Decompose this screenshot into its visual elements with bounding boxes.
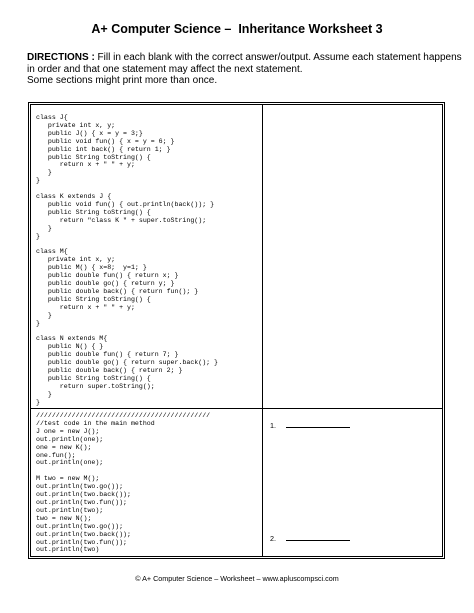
answer-number: 2. — [270, 534, 276, 543]
answer-line — [286, 421, 350, 428]
class-definitions-code: class J{ private int x, y; public J() { x = y = 3;} public void fun() { x = y = 6; } public int back() { return 1; } public String toString() { return x + " " + y; } } class K extends J { public void fun() { out.println(back()); } public String toString() { return "class K " + super.toString(); } } class M{ private int x, y; public M() { x=8; y=1; } public double fun() { return x; } public double go() { return y; } public double back() { return fun(); } public String toString() { return x + " " + y; } } class N extends M{ public N() { } public double fun() { return 7; } public double go() { return super.back(); } public double back() { return 2; } public String toString() { return super.toString(); } } — [36, 114, 219, 406]
footer: © A+ Computer Science – Worksheet – www.apluscompsci.com — [135, 574, 339, 583]
directions-line-2: in order and that one statement may affect the next statement. — [27, 63, 303, 75]
answer-number: 1. — [270, 421, 276, 430]
test-code: //////////////////////////////////////////// //test code in the main method J one = new J(); out.println(one); one = new K(); one.fun(); out.println(one); M two = new M(); out.println(two.go()); out.println(two.back()); out.println(two.fun()); out.println(two); two = new N(); out.println(two.go()); out.println(two.back()); out.println(two.fun()); out.println(two) — [36, 412, 211, 554]
directions-line-3: Some sections might print more than once. — [27, 75, 218, 86]
answer-line — [286, 534, 350, 541]
worksheet-title: A+ Computer Science – Inheritance Worksheet 3 — [91, 22, 383, 36]
directions-label: DIRECTIONS : — [27, 52, 95, 63]
answer-blank-1[interactable] — [270, 421, 350, 430]
column-divider — [262, 104, 263, 557]
directions — [27, 52, 462, 87]
row-divider — [30, 408, 443, 409]
answer-blank-2[interactable] — [270, 534, 350, 543]
directions-line-1: Fill in each blank with the correct answer/output. Assume each statement happens — [94, 52, 462, 63]
